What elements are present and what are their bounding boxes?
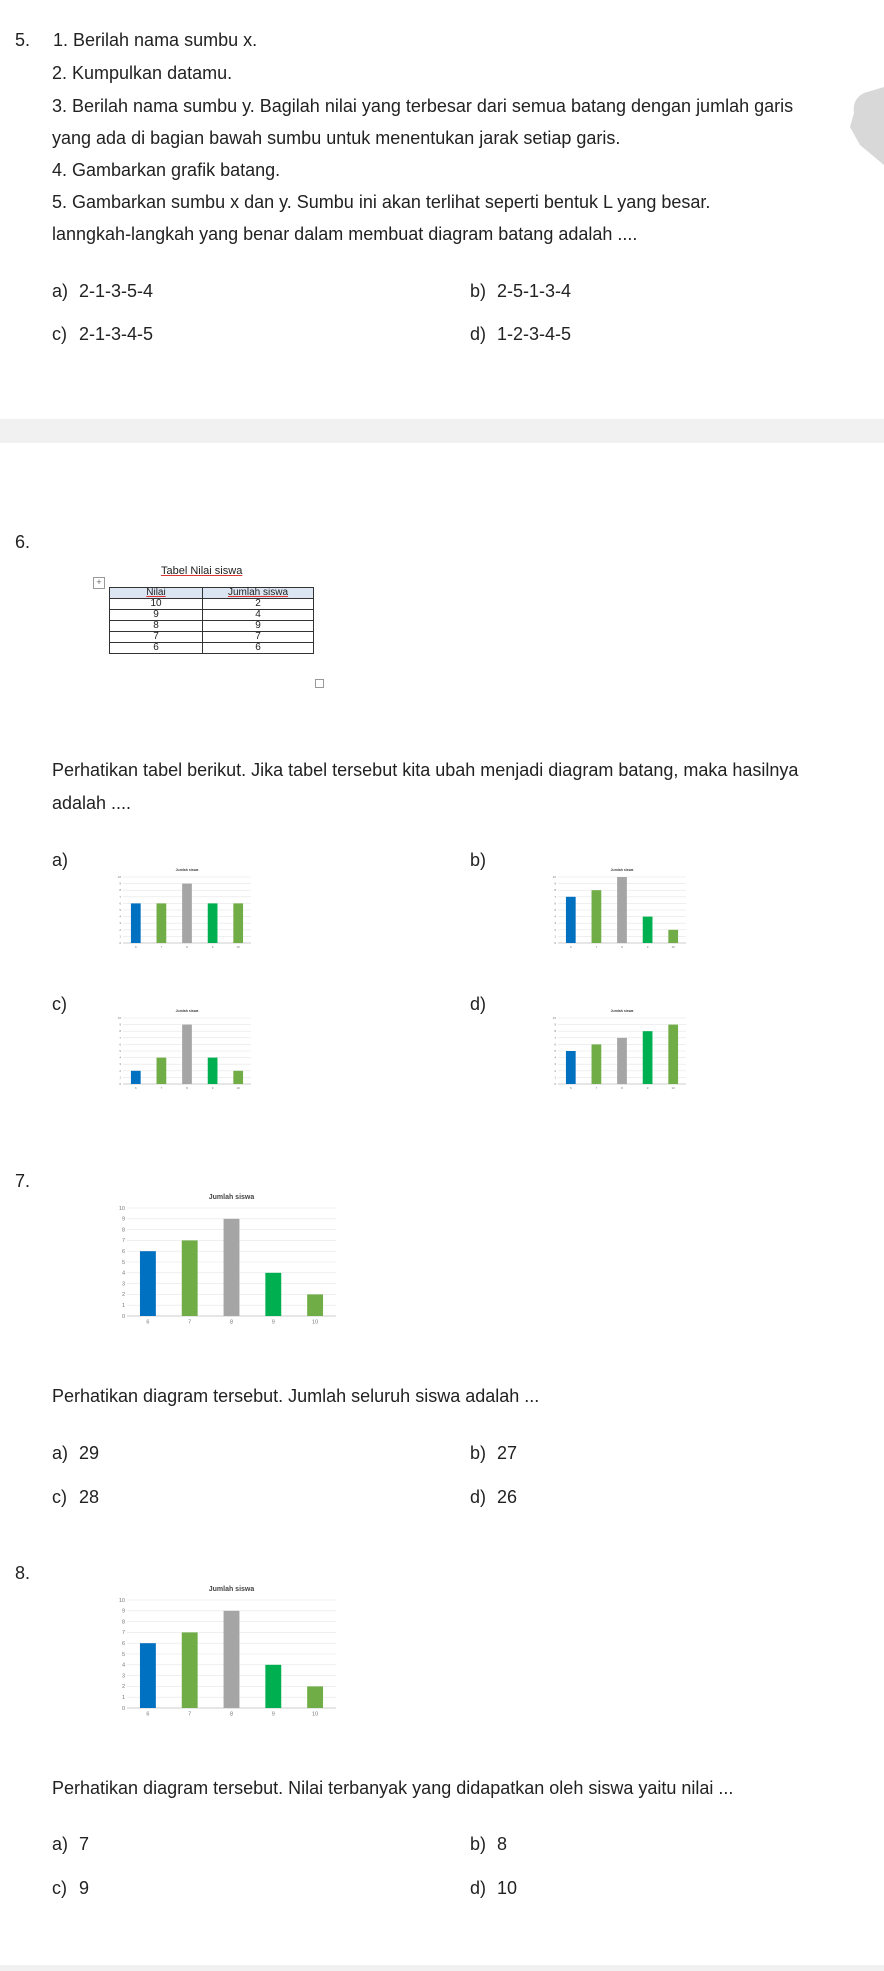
y-tick-label: 3 <box>119 1062 121 1067</box>
y-tick-label: 1 <box>121 1303 125 1310</box>
y-tick-label: 8 <box>121 1619 125 1626</box>
bar-8 <box>224 1611 240 1708</box>
table-row <box>110 621 314 632</box>
x-tick-label: 7 <box>188 1711 192 1718</box>
y-tick-label: 0 <box>119 1082 121 1086</box>
y-tick-label: 6 <box>554 1042 556 1047</box>
option-letter: b) <box>470 1834 487 1854</box>
bar-7 <box>592 1044 602 1084</box>
x-tick-label: 6 <box>569 945 572 949</box>
bar-10 <box>668 930 678 943</box>
x-tick-label: 7 <box>188 1319 192 1326</box>
y-tick-label: 3 <box>119 921 121 926</box>
question-line: 1. Berilah nama sumbu x. <box>53 30 258 50</box>
y-tick-label: 2 <box>119 927 121 932</box>
x-tick-label: 9 <box>271 1319 275 1326</box>
option-letter: a) <box>52 1443 69 1463</box>
y-tick-label: 5 <box>121 1651 125 1658</box>
x-tick-label: 8 <box>621 1086 623 1090</box>
option-text: 2-1-3-5-4 <box>79 281 154 301</box>
chart-title: Jumlah siswa <box>175 868 199 872</box>
y-tick-label: 0 <box>554 941 556 945</box>
y-tick-label: 6 <box>119 901 121 906</box>
y-tick-label: 8 <box>119 1029 121 1034</box>
bar-6 <box>566 897 576 943</box>
x-tick-label: 9 <box>211 945 214 949</box>
option-text: 7 <box>79 1834 90 1854</box>
table-title: Tabel Nilai siswa <box>161 565 243 577</box>
x-tick-label: 8 <box>229 1711 234 1718</box>
bar-6 <box>566 1051 576 1084</box>
y-tick-label: 9 <box>119 1022 121 1027</box>
y-tick-label: 3 <box>121 1281 125 1288</box>
x-tick-label: 6 <box>134 1086 137 1090</box>
question-number: 6. <box>15 532 31 552</box>
option-letter: d) <box>470 994 487 1014</box>
y-tick-label: 4 <box>121 1270 125 1277</box>
x-tick-label: 6 <box>569 1086 572 1090</box>
y-tick-label: 0 <box>554 1082 556 1086</box>
y-tick-label: 5 <box>119 1049 121 1053</box>
option-letter: c) <box>52 1487 67 1507</box>
option-letter: d) <box>470 324 487 344</box>
x-tick-label: 8 <box>186 1086 188 1090</box>
x-tick-label: 10 <box>236 1086 240 1090</box>
x-tick-label: 10 <box>671 1086 675 1090</box>
y-tick-label: 10 <box>118 1205 125 1212</box>
option-text: 27 <box>497 1443 518 1463</box>
bar-10 <box>233 1071 243 1084</box>
y-tick-label: 5 <box>119 908 121 912</box>
table-cell: 10 <box>110 599 203 610</box>
y-tick-label: 0 <box>119 941 121 945</box>
y-tick-label: 6 <box>121 1641 125 1648</box>
x-tick-label: 7 <box>595 945 598 949</box>
y-tick-label: 1 <box>119 1075 121 1080</box>
option-letter: b) <box>470 281 487 301</box>
y-tick-label: 3 <box>554 1062 556 1067</box>
table-row <box>110 599 314 610</box>
x-tick-label: 9 <box>646 945 649 949</box>
option-text: 28 <box>79 1487 100 1507</box>
section-divider <box>0 419 884 443</box>
y-tick-label: 2 <box>554 927 556 932</box>
y-tick-label: 9 <box>554 881 556 886</box>
bar-9 <box>643 1031 653 1084</box>
bar-10 <box>668 1025 678 1084</box>
y-tick-label: 7 <box>121 1238 125 1245</box>
bar-8 <box>617 877 627 943</box>
y-tick-label: 10 <box>117 1016 121 1020</box>
x-tick-label: 6 <box>134 945 137 949</box>
bar-6 <box>140 1643 156 1708</box>
x-tick-label: 8 <box>229 1319 234 1326</box>
y-tick-label: 0 <box>121 1313 125 1320</box>
y-tick-label: 0 <box>121 1705 125 1712</box>
y-tick-label: 1 <box>119 934 121 939</box>
bar-7 <box>182 1240 198 1316</box>
bar-chart <box>115 1190 340 1330</box>
option-text: 10 <box>497 1878 518 1898</box>
y-tick-label: 10 <box>117 875 121 879</box>
option-letter: d) <box>470 1878 487 1898</box>
bar-6 <box>131 1071 141 1084</box>
chart-title: Jumlah siswa <box>208 1586 255 1593</box>
table-move-handle-icon[interactable]: + <box>93 577 105 589</box>
y-tick-label: 5 <box>554 1049 556 1053</box>
y-tick-label: 5 <box>121 1259 125 1266</box>
option-text: 29 <box>79 1443 100 1463</box>
option-text: 9 <box>79 1878 90 1898</box>
table-cell: 6 <box>203 643 314 654</box>
table-header: Jumlah siswa <box>203 588 314 599</box>
question-line: yang ada di bagian bawah sumbu untuk menentukan jarak setiap garis. <box>52 128 621 148</box>
bar-8 <box>182 884 192 943</box>
y-tick-label: 2 <box>121 1292 125 1299</box>
question-number: 5. <box>15 30 31 50</box>
y-tick-label: 8 <box>554 888 556 893</box>
bar-9 <box>208 1058 218 1084</box>
option-letter: c) <box>52 1878 67 1898</box>
x-tick-label: 6 <box>146 1319 150 1326</box>
y-tick-label: 4 <box>554 1055 556 1060</box>
bar-9 <box>265 1665 281 1708</box>
chart-title: Jumlah siswa <box>610 1009 634 1013</box>
table-cell: 9 <box>203 621 314 632</box>
y-tick-label: 3 <box>554 921 556 926</box>
y-tick-label: 4 <box>121 1662 125 1669</box>
x-tick-label: 10 <box>312 1319 319 1326</box>
y-tick-label: 3 <box>121 1673 125 1680</box>
bar-6 <box>131 903 141 943</box>
y-tick-label: 6 <box>119 1042 121 1047</box>
y-tick-label: 1 <box>121 1695 125 1702</box>
table-cell: 9 <box>110 610 203 621</box>
y-tick-label: 1 <box>554 934 556 939</box>
bar-10 <box>307 1686 323 1708</box>
table-header-row <box>110 588 314 599</box>
bar-9 <box>643 917 653 943</box>
y-tick-label: 10 <box>118 1597 125 1604</box>
bar-6 <box>140 1251 156 1316</box>
y-tick-label: 10 <box>552 1016 556 1020</box>
scroll-hint-shape <box>846 87 884 167</box>
bar-chart-d <box>550 1006 690 1094</box>
question-line: Perhatikan tabel berikut. Jika tabel tersebut kita ubah menjadi diagram batang, maka hasilnya <box>52 760 799 780</box>
option-letter: c) <box>52 994 67 1014</box>
bar-9 <box>208 903 218 943</box>
option-text: 26 <box>497 1487 518 1507</box>
bar-chart <box>115 1582 340 1722</box>
x-tick-label: 10 <box>236 945 240 949</box>
y-tick-label: 4 <box>554 914 556 919</box>
x-tick-label: 7 <box>595 1086 598 1090</box>
y-tick-label: 8 <box>554 1029 556 1034</box>
table <box>109 587 314 654</box>
bar-8 <box>224 1219 240 1316</box>
y-tick-label: 9 <box>119 881 121 886</box>
option-letter: c) <box>52 324 67 344</box>
bar-7 <box>157 1058 167 1084</box>
x-tick-label: 9 <box>271 1711 275 1718</box>
x-tick-label: 8 <box>186 945 188 949</box>
chart-title: Jumlah siswa <box>610 868 634 872</box>
option-letter: a) <box>52 850 69 870</box>
y-tick-label: 7 <box>554 1035 556 1040</box>
option-letter: d) <box>470 1487 487 1507</box>
table-cell: 2 <box>203 599 314 610</box>
question-line: adalah .... <box>52 793 132 813</box>
y-tick-label: 9 <box>121 1216 125 1223</box>
option-text: 2-1-3-4-5 <box>79 324 154 344</box>
bar-8 <box>617 1038 627 1084</box>
table-resize-handle[interactable] <box>315 679 324 688</box>
section-divider <box>0 1965 884 1971</box>
table-cell: 4 <box>203 610 314 621</box>
table-row <box>110 632 314 643</box>
option-letter: a) <box>52 1834 69 1854</box>
table-row <box>110 610 314 621</box>
x-tick-label: 9 <box>211 1086 214 1090</box>
chart-title: Jumlah siswa <box>208 1194 255 1201</box>
y-tick-label: 9 <box>554 1022 556 1027</box>
y-tick-label: 7 <box>554 894 556 899</box>
score-table <box>93 565 323 685</box>
bar-chart-c <box>115 1006 255 1094</box>
y-tick-label: 7 <box>121 1630 125 1637</box>
chart-title: Jumlah siswa <box>175 1009 199 1013</box>
y-tick-label: 4 <box>119 914 121 919</box>
question-line: 3. Berilah nama sumbu y. Bagilah nilai yang terbesar dari semua batang dengan jumlah garis <box>52 96 794 116</box>
question-number: 7. <box>15 1171 31 1191</box>
bar-7 <box>592 890 602 943</box>
bar-10 <box>233 903 243 943</box>
option-text: 8 <box>497 1834 508 1854</box>
y-tick-label: 6 <box>554 901 556 906</box>
y-tick-label: 8 <box>119 888 121 893</box>
table-row <box>110 643 314 654</box>
option-text: 2-5-1-3-4 <box>497 281 572 301</box>
x-tick-label: 10 <box>312 1711 319 1718</box>
y-tick-label: 9 <box>121 1608 125 1615</box>
y-tick-label: 8 <box>121 1227 125 1234</box>
question-line: 4. Gambarkan grafik batang. <box>52 160 281 180</box>
y-tick-label: 2 <box>121 1684 125 1691</box>
bar-chart-a <box>115 865 255 953</box>
question-line: Perhatikan diagram tersebut. Jumlah seluruh siswa adalah ... <box>52 1386 540 1406</box>
question-line: Perhatikan diagram tersebut. Nilai terbanyak yang didapatkan oleh siswa yaitu nilai ... <box>52 1778 734 1798</box>
option-text: 1-2-3-4-5 <box>497 324 572 344</box>
question-line: 5. Gambarkan sumbu x dan y. Sumbu ini akan terlihat seperti bentuk L yang besar. <box>52 192 711 212</box>
y-tick-label: 7 <box>119 1035 121 1040</box>
y-tick-label: 2 <box>119 1068 121 1073</box>
bar-10 <box>307 1294 323 1316</box>
question-line: lanngkah-langkah yang benar dalam membuat diagram batang adalah .... <box>52 224 638 244</box>
y-tick-label: 2 <box>554 1068 556 1073</box>
x-tick-label: 9 <box>646 1086 649 1090</box>
x-tick-label: 6 <box>146 1711 150 1718</box>
table-cell: 6 <box>110 643 203 654</box>
y-tick-label: 1 <box>554 1075 556 1080</box>
table-cell: 8 <box>110 621 203 632</box>
y-tick-label: 4 <box>119 1055 121 1060</box>
x-tick-label: 7 <box>160 1086 163 1090</box>
bar-8 <box>182 1025 192 1084</box>
option-letter: a) <box>52 281 69 301</box>
bar-7 <box>157 903 167 943</box>
x-tick-label: 8 <box>621 945 623 949</box>
x-tick-label: 10 <box>671 945 675 949</box>
question-number: 8. <box>15 1563 31 1583</box>
y-tick-label: 10 <box>552 875 556 879</box>
bar-chart-b <box>550 865 690 953</box>
y-tick-label: 6 <box>121 1249 125 1256</box>
table-cell: 7 <box>110 632 203 643</box>
table-header: Nilai <box>110 588 203 599</box>
question-line: 2. Kumpulkan datamu. <box>52 63 233 83</box>
y-tick-label: 5 <box>554 908 556 912</box>
bar-9 <box>265 1273 281 1316</box>
y-tick-label: 7 <box>119 894 121 899</box>
option-letter: b) <box>470 850 487 870</box>
table-cell: 7 <box>203 632 314 643</box>
x-tick-label: 7 <box>160 945 163 949</box>
bar-7 <box>182 1632 198 1708</box>
option-letter: b) <box>470 1443 487 1463</box>
